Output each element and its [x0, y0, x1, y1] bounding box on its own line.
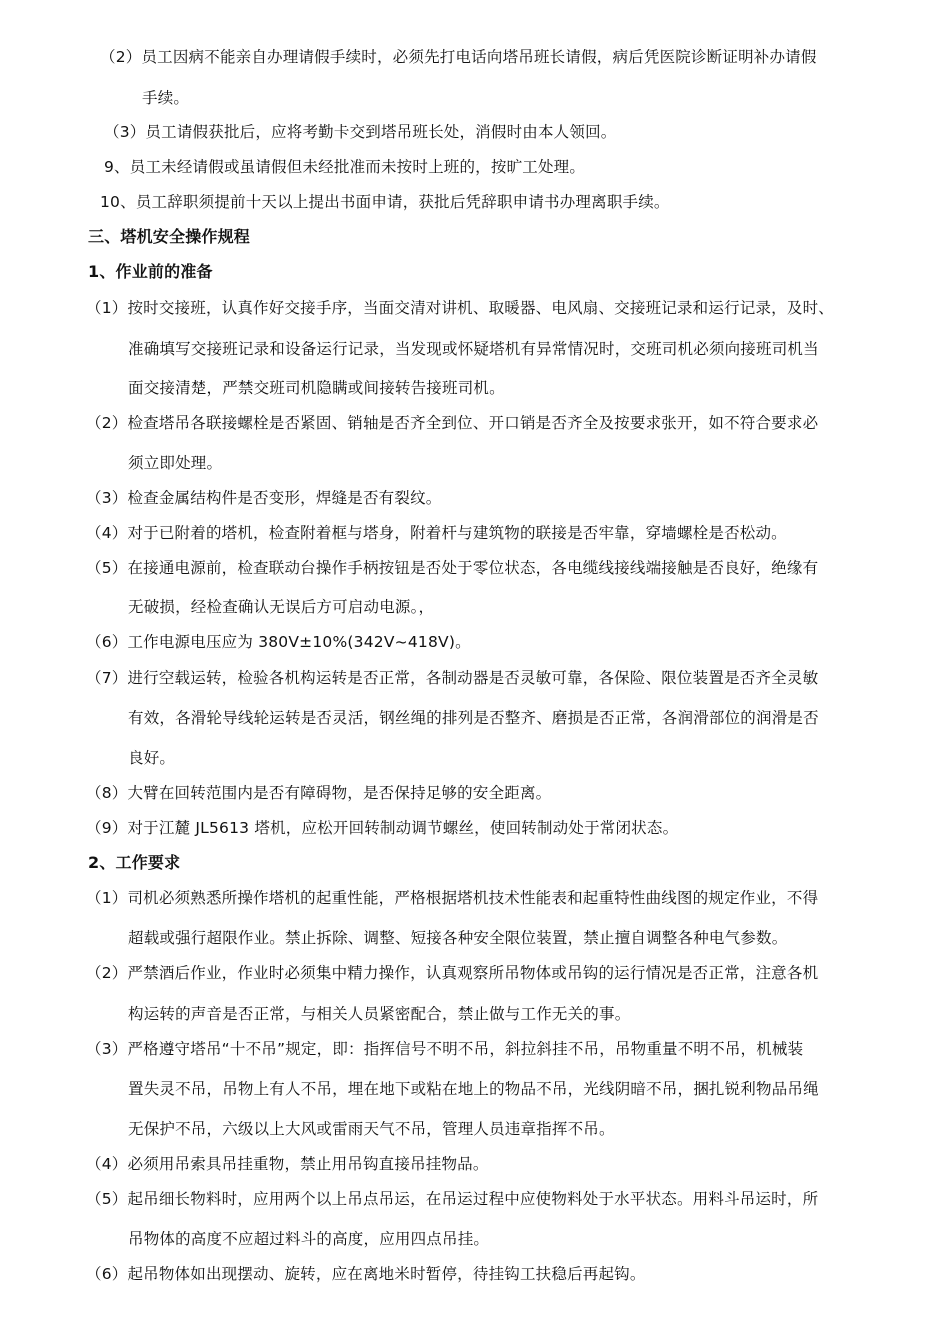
text-line: （2）检查塔吊各联接螺栓是否紧固、销轴是否齐全到位、开口销是否齐全及按要求张开，如不符合要求必	[86, 414, 819, 432]
text-line: （6）起吊物体如出现摆动、旋转，应在离地米时暂停，待挂钩工扶稳后再起钩。	[86, 1265, 646, 1283]
text-line: （1）司机必须熟悉所操作塔机的起重性能，严格根据塔机技术性能表和起重特性曲线图的规定作业，不得	[86, 889, 819, 907]
text-line: 准确填写交接班记录和设备运行记录，当发现或怀疑塔机有异常情况时，交班司机必须向接班司机当	[128, 340, 819, 358]
text-line: （4）对于已附着的塔机，检查附着框与塔身，附着杆与建筑物的联接是否牢靠，穿墙螺栓是否松动。	[86, 524, 787, 542]
text-line: 无破损，经检查确认无误后方可启动电源。，	[128, 598, 435, 616]
subsection-heading: 2、工作要求	[88, 853, 181, 872]
text-line: 无保护不吊，六级以上大风或雷雨天气不吊，管理人员违章指挥不吊。	[128, 1120, 615, 1138]
text-line: 构运转的声音是否正常，与相关人员紧密配合，禁止做与工作无关的事。	[128, 1005, 631, 1023]
text-line: 10、员工辞职须提前十天以上提出书面申请，获批后凭辞职申请书办理离职手续。	[100, 193, 670, 211]
text-line: 超载或强行超限作业。禁止拆除、调整、短接各种安全限位装置，禁止擅自调整各种电气参数。	[128, 929, 788, 947]
text-line: （3）员工请假获批后，应将考勤卡交到塔吊班长处，消假时由本人领回。	[104, 123, 617, 141]
text-line: 面交接清楚，严禁交班司机隐瞒或间接转告接班司机。	[128, 379, 505, 397]
text-line: （2）员工因病不能亲自办理请假手续时，必须先打电话向塔吊班长请假，病后凭医院诊断证明补办请假	[100, 48, 817, 66]
text-line: （3）严格遵守塔吊“十不吊”规定，即：指挥信号不明不吊，斜拉斜挂不吊，吊物重量不明不吊，机械装	[86, 1040, 804, 1058]
text-line: （4）必须用吊索具吊挂重物，禁止用吊钩直接吊挂物品。	[86, 1155, 489, 1173]
text-line: 手续。	[142, 89, 190, 107]
text-line: （9）对于江麓 JL5613 塔机，应松开回转制动调节螺丝，使回转制动处于常闭状态。	[86, 819, 679, 837]
subsection-heading: 1、作业前的准备	[88, 262, 213, 281]
text-line: 须立即处理。	[128, 454, 223, 472]
text-line: 吊物体的高度不应超过料斗的高度，应用四点吊挂。	[128, 1230, 490, 1248]
text-line: （7）进行空载运转，检验各机构运转是否正常，各制动器是否灵敏可靠，各保险、限位装置是否齐全灵敏	[86, 669, 819, 687]
text-line: （2）严禁酒后作业，作业时必须集中精力操作，认真观察所吊物体或吊钩的运行情况是否正常，注意各机	[86, 964, 819, 982]
section-heading: 三、塔机安全操作规程	[88, 227, 251, 246]
text-line: 置失灵不吊，吊物上有人不吊，埋在地下或粘在地上的物品不吊，光线阴暗不吊，捆扎锐利物品吊绳	[128, 1080, 819, 1098]
text-line: （6）工作电源电压应为 380V±10%(342V~418V)。	[86, 633, 471, 651]
text-line: （5）在接通电源前，检查联动台操作手柄按钮是否处于零位状态，各电缆线接线端接触是否良好，绝缘有	[86, 559, 819, 577]
text-line: 有效，各滑轮导线轮运转是否灵活，钢丝绳的排列是否整齐、磨损是否正常，各润滑部位的润滑是否	[128, 709, 819, 727]
text-line: （8）大臂在回转范围内是否有障碍物，是否保持足够的安全距离。	[86, 784, 552, 802]
text-line: （3）检查金属结构件是否变形，焊缝是否有裂纹。	[86, 489, 442, 507]
text-line: （1）按时交接班，认真作好交接手序，当面交清对讲机、取暖器、电风扇、交接班记录和运行记录，及时、	[86, 299, 834, 317]
text-line: 良好。	[128, 749, 176, 767]
text-line: 9、员工未经请假或虽请假但未经批准而未按时上班的，按旷工处理。	[104, 158, 586, 176]
text-line: （5）起吊细长物料时，应用两个以上吊点吊运，在吊运过程中应使物料处于水平状态。用料斗吊运时，所	[86, 1190, 819, 1208]
